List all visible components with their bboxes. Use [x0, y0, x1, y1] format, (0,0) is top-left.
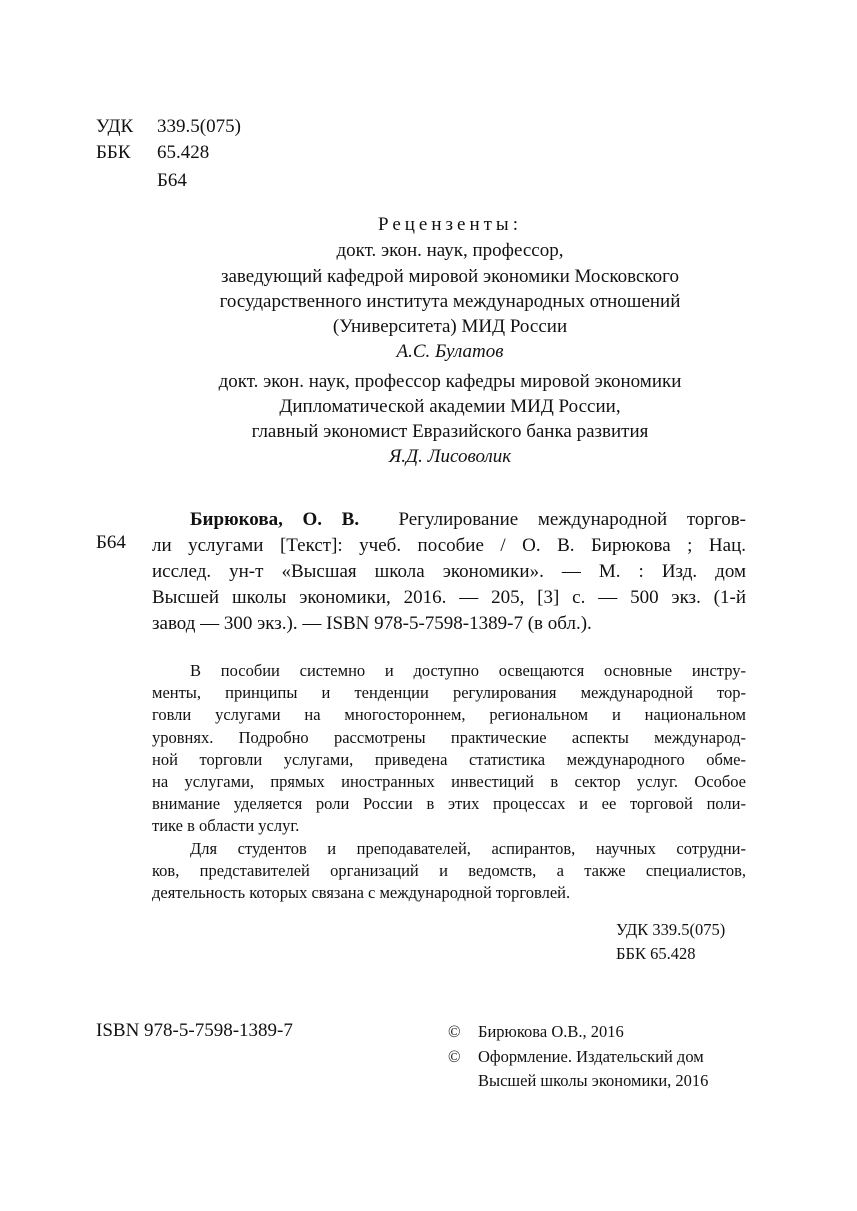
- isbn: ISBN 978-5-7598-1389-7: [96, 1020, 293, 1041]
- copyright-icon: ©: [448, 1022, 461, 1041]
- bbk-label: ББК: [96, 142, 131, 163]
- bib-line: завод — 300 экз.). — ISBN 978-5-7598-1389-7 (в обл.).: [152, 613, 592, 634]
- reviewer2-line: главный экономист Евразийского банка развития: [251, 421, 649, 442]
- abstract-line: В пособии системно и доступно освещаются основные инстру-: [190, 661, 746, 680]
- abstract-line: на услугами, прямых иностранных инвестиций в сектор услуг. Особое: [152, 772, 746, 792]
- bottom-bbk: ББК 65.428: [616, 944, 696, 963]
- bib-line: Высшей школы экономики, 2016. — 205, [3] с. — 500 экз. (1-й: [152, 587, 746, 608]
- abstract-line: менты, принципы и тенденции регулирования международной тор-: [152, 683, 746, 703]
- reviewer2-name: Я.Д. Лисоволик: [388, 446, 512, 467]
- copyright-line-3: [448, 1070, 708, 1092]
- reviewer1-name: А.С. Булатов: [396, 341, 504, 362]
- audience-line: Для студентов и преподавателей, аспирантов, научных сотрудни-: [190, 838, 746, 858]
- abstract-line: уровнях. Подробно рассмотрены практические аспекты международ-: [152, 727, 746, 747]
- reviewer2-line: докт. экон. наук, профессор кафедры мировой экономики: [218, 371, 682, 392]
- reviewer1-line: государственного института международных отношений: [219, 291, 681, 312]
- abstract-line: говли услугами на многостороннем, региональном и национальном: [152, 705, 746, 725]
- audience-line: ков, представителей организаций и ведомств, а также специалистов,: [152, 860, 746, 880]
- udk-label: УДК: [96, 116, 134, 137]
- bib-line: ли услугами [Текст]: учеб. пособие / О. В. Бирюкова ; Нац.: [152, 535, 746, 556]
- udk-value: 339.5(075): [157, 116, 241, 137]
- reviewer1-line: заведующий кафедрой мировой экономики Московского: [220, 266, 679, 287]
- abstract-line: внимание уделяется роли России в этих процессах и ее торговой поли-: [152, 794, 746, 814]
- copyright-icon: ©: [448, 1047, 461, 1066]
- bbk-value: 65.428: [157, 142, 210, 163]
- abstract-line: ной торговли услугами, приведена статистика международного обме-: [152, 749, 746, 769]
- copyright-line-2: [448, 1046, 704, 1068]
- copyright-publisher: Высшей школы экономики, 2016: [478, 1071, 709, 1090]
- copyright-author: Бирюкова О.В., 2016: [478, 1022, 624, 1041]
- bib-line-first: [152, 507, 746, 533]
- reviewer1-line: докт. экон. наук, профессор,: [336, 240, 564, 261]
- bib-author: Бирюкова, О. В.: [190, 509, 360, 530]
- bibliographic-record: [152, 507, 746, 637]
- abstract-line: тике в области услуг.: [152, 816, 300, 836]
- reviewer1-line: (Университета) МИД России: [332, 316, 568, 337]
- copyright-line-1: [448, 1021, 624, 1043]
- bib-title-start: Регулирование международной торгов-: [398, 509, 747, 530]
- reviewers-heading: Рецензенты:: [378, 214, 522, 235]
- bib-author-mark: Б64: [96, 532, 126, 553]
- abstract: [152, 660, 746, 904]
- copyright-design: Оформление. Издательский дом: [478, 1047, 704, 1066]
- bottom-udk: УДК 339.5(075): [616, 920, 726, 939]
- bib-line: исслед. ун-т «Высшая школа экономики». — М. : Изд. дом: [152, 561, 746, 582]
- reviewer2-line: Дипломатической академии МИД России,: [279, 396, 621, 417]
- author-mark: Б64: [157, 170, 187, 191]
- audience-line: деятельность которых связана с международной торговлей.: [152, 883, 571, 903]
